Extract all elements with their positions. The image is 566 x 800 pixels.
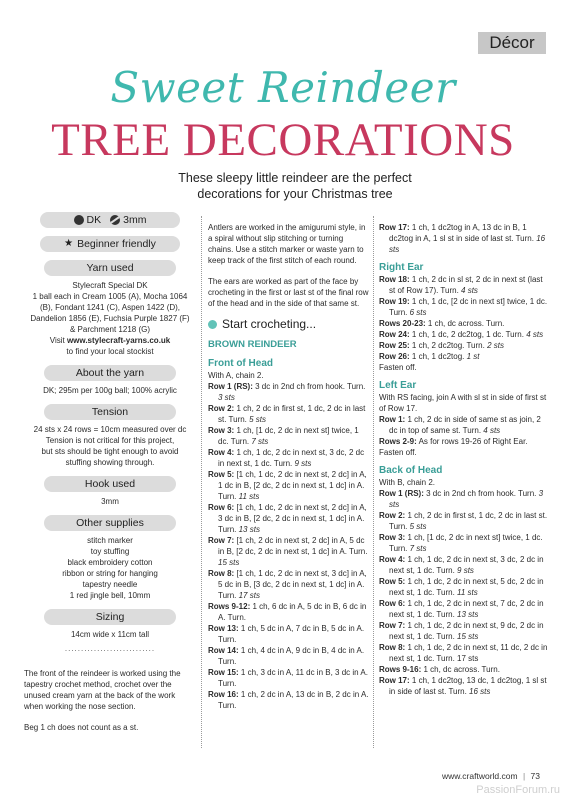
yarn-used-heading: Yarn used [44,260,176,276]
row-sts: 6 sts [409,308,427,317]
row-text: 1 ch, 2 dc in first st, 1 dc, 2 dc in last st. Turn. [389,511,548,531]
row-label: Row 8: [379,643,406,652]
row-sts: 3 sts [218,393,235,402]
pattern-column-1 [208,222,370,711]
start-heading-text: Start crocheting... [222,317,317,331]
skill-level: Beginner friendly [77,238,156,251]
pattern-row [208,667,370,689]
pattern-row [379,318,549,329]
visit-line [24,335,196,346]
back-of-head-heading: Back of Head [379,465,443,476]
supply-item: tapestry needle [82,580,138,589]
yarn-weight: DK [86,214,102,227]
row-label: Row 1 (RS): [208,382,253,391]
right-ear-rows [379,274,549,362]
section-tag: Décor [478,32,546,54]
supply-item: stitch marker [87,536,133,545]
pattern-row [379,664,549,675]
pattern-row [208,689,370,711]
pattern-row [379,598,549,620]
pattern-row [208,447,370,469]
fasten-off: Fasten off. [379,448,417,457]
front-intro: With A, chain 2. [208,371,264,380]
row-text: 1 ch, 2 dc in side of same st as join, 2 dc in top of same st. Turn. [389,415,541,435]
row-text: 3 dc in 2nd ch from hook. Turn. [423,489,539,498]
pattern-row [379,414,549,436]
row-text: 1 ch, [1 dc, 2 dc in next st] twice, 1 dc. Turn. [389,533,543,553]
info-column [24,212,196,733]
row-sts: 7 sts [251,437,269,446]
row-sts: 9 sts [294,459,312,468]
row-sts: 11 sts [238,492,260,501]
row-label: Row 6: [208,503,235,512]
row-text: 1 ch, 1 dc, 2 dc in next st, 11 dc, 2 dc in next st, 1 dc. Turn. 17 sts [389,643,548,663]
row-text: 1 ch, 1 dc2tog. [409,352,467,361]
row-text: 1 ch, 1 dc, 2 dc in next st, 9 dc, 2 dc in next st, 1 dc. Turn. [389,621,544,641]
fasten-off: Fasten off. [379,363,417,372]
pattern-row [208,568,370,601]
hook-size: 3mm [123,214,147,227]
row-label: Row 3: [379,533,406,542]
tension-line: but sts should be tight enough to avoid [41,447,179,456]
row-sts: 13 sts [457,610,479,619]
supply-item: ribbon or string for hanging [62,569,158,578]
row-sts: 15 sts [218,558,240,567]
row-sts: 4 sts [461,286,478,295]
page-footer [442,771,540,782]
pattern-row [379,329,549,340]
pattern-row [379,532,549,554]
row-text: 1 ch, 1 dc2tog, 13 dc, 1 dc2tog, 1 sl st in side of last st. Turn. [389,676,547,696]
sizing-heading: Sizing [44,609,176,625]
standfirst: These sleepy little reindeer are the perfect decorations for your Christmas tree [178,171,412,201]
row-sts: 17 sts [238,591,260,600]
pattern-row [379,576,549,598]
row-text: As for rows 19-26 of Right Ear. [416,437,528,446]
pattern-row [379,436,549,447]
pattern-row [379,620,549,642]
pattern-row [379,510,549,532]
right-ear-heading: Right Ear [379,262,424,273]
row-text: 1 ch, 1 dc, [2 dc in next st] twice, 1 dc. Turn. [389,297,548,317]
bullet-icon [208,320,217,329]
hook-used-text: 3mm [101,497,119,506]
row-17 [379,222,549,255]
row-label: Row 1: [379,415,406,424]
tension-line: 24 sts x 24 rows = 10cm measured over dc [33,425,187,434]
row-label: Row 19: [379,297,410,306]
row-text: 1 ch, 1 dc, 2 dc in next st, 5 dc, 2 dc in next st, 1 dc. Turn. [389,577,544,597]
footer-site[interactable]: www.craftworld.com [441,771,518,781]
brown-reindeer-heading: BROWN REINDEER [208,339,297,350]
row-text: 1 ch, 1 dc, 2 dc in next st, 7 dc, 2 dc in next st, 1 dc. Turn. [389,599,544,619]
pattern-row [208,502,370,535]
page-number: 73 [530,771,540,781]
row-text: 1 ch, dc across. Turn. [421,665,500,674]
yarn-line: 1 ball each in Cream 1005 (A), Mocha 1064 [32,292,188,301]
watermark: PassionForum.ru [476,784,560,796]
yarn-line: & Parchment 1218 (G) [69,325,151,334]
row-sts: 16 sts [389,234,546,254]
row-sts: 2 sts [487,341,504,350]
ears-paragraph: The ears are worked as part of the face by crocheting in the first or last st of the final row of the head and in the side of that same st. [208,277,369,308]
pattern-row [379,274,549,296]
row-sts: 4 sts [483,426,501,435]
supply-item: toy stuffing [90,547,130,556]
footer-separator: | [522,771,526,781]
row-sts: 5 sts [409,522,427,531]
row-sts: 3 sts [389,489,544,509]
left-ear-rows [379,414,549,447]
supply-item: black embroidery cotton [67,558,153,567]
pattern-row [208,403,370,425]
row-label: Rows 20-23: [379,319,426,328]
antlers-paragraph: Antlers are worked in the amigurumi style, in a spiral without slip stitching or turning chains. Use a stitch marker or waste yarn to keep track of the first stitch of each round. [208,223,366,265]
row-text: 1 ch, 1 dc, 2 dc in next st, 3 dc, 2 dc in next st, 1 dc. Turn. [389,555,544,575]
row-label: Row 17: [379,676,410,685]
front-rows [208,381,370,711]
level-pill [40,236,180,252]
weight-hook-pill [40,212,180,228]
row-text: [1 ch, 1 dc, 2 dc in next st, 2 dc] in A, 1 dc in B, [2 dc, 2 dc in next st, 1 dc] in A. Turn. [218,470,367,501]
row-text: 1 ch, [1 dc, 2 dc in next st] twice, 1 dc. Turn. [218,426,359,446]
row-label: Row 25: [379,341,410,350]
sizing-text: 14cm wide x 11cm tall [70,630,150,639]
tension-heading: Tension [44,404,176,420]
row-sts: 4 sts [526,330,544,339]
row-label: Row 7: [208,536,235,545]
row-text: 1 ch, 1 dc, 2 dc2tog, 1 dc. Turn. [409,330,527,339]
left-ear-heading: Left Ear [379,380,417,391]
visit-suffix: to find your local stockist [66,347,154,356]
visit-prefix: Visit [49,336,67,345]
row-label: Row 24: [379,330,410,339]
supplies-list [24,535,196,601]
pattern-row [208,425,370,447]
row-label: Row 4: [379,555,406,564]
row-label: Rows 9-12: [208,602,251,611]
row-sts: 5 sts [249,415,267,424]
yarn-line: Stylecraft Special DK [72,281,148,290]
row-label: Rows 9-16: [379,665,422,674]
row-text: 1 ch, 2 dc2tog. Turn. [409,341,488,350]
row-sts: 7 sts [409,544,427,553]
row-label: Row 14: [208,646,239,655]
pattern-row [379,340,549,351]
pattern-column-2 [379,222,549,697]
left-ear-intro: With RS facing, join A with sl st in side of first st of Row 17. [379,393,547,413]
stockist-link[interactable]: www.stylecraft-yarns.co.uk [66,336,171,345]
back-intro: With B, chain 2. [379,478,436,487]
pattern-row [208,623,370,645]
other-supplies-heading: Other supplies [44,515,176,531]
dotted-divider: ............................ [64,644,156,653]
hook-icon [110,215,120,225]
supply-item: 1 red jingle bell, 10mm [69,591,151,600]
pattern-row [379,296,549,318]
row-label: Row 2: [379,511,406,520]
intro-paragraph: The front of the reindeer is worked using the tapestry crochet method, crochet over the unused cream yarn at the back of the work when working the nose section. [24,669,181,711]
row-sts: 1 st [466,352,480,361]
row-text: 1 ch, 6 dc in A, 5 dc in B, 6 dc in A. Turn. [218,602,367,622]
column-divider [373,216,374,748]
about-yarn-text: DK; 295m per 100g ball; 100% acrylic [43,386,177,395]
pattern-row [208,381,370,403]
row-text: [1 ch, 1 dc, 2 dc in next st, 3 dc] in A, 5 dc in B, [3 dc, 2 dc in next st, 1 dc] in A. Turn. [218,569,367,600]
row-label: Row 1 (RS): [379,489,424,498]
page-title: TREE DECORATIONS [51,114,515,166]
row-label: Row 3: [208,426,235,435]
row-text: 1 ch, 2 dc in sl st, 2 dc in next st (last st of Row 17). Turn. [389,275,543,295]
tension-line: Tension is not critical for this project, [45,436,175,445]
beg-note: Beg 1 ch does not count as a st. [24,723,139,732]
row-text: 1 ch, 2 dc in A, 13 dc in B, 2 dc in A. Turn. [218,690,369,710]
star-icon: ★ [64,238,74,250]
row-label: Row 2: [208,404,235,413]
row-label: Row 4: [208,448,235,457]
row-text: 1 ch, 1 dc, 2 dc in next st, 3 dc, 2 dc in next st, 1 dc. Turn. [218,448,365,468]
row-label: Row 26: [379,352,410,361]
yarn-ball-icon [74,215,84,225]
back-rows [379,488,549,697]
row-sts: 13 sts [238,525,260,534]
tension-text [24,424,196,468]
row-text: 1 ch, 5 dc in A, 7 dc in B, 5 dc in A. Turn. [218,624,365,644]
pattern-row [379,554,549,576]
hook-used-heading: Hook used [44,476,176,492]
row-label: Row 17: [379,223,410,232]
row-label: Rows 2-9: [379,437,417,446]
row-label: Row 8: [208,569,235,578]
row-label: Row 15: [208,668,239,677]
yarn-line: (B), Fondant 1241 (C), Aspen 1422 (D), [39,303,181,312]
row-label: Row 13: [208,624,239,633]
column-divider [201,216,202,748]
row-label: Row 7: [379,621,406,630]
about-yarn-heading: About the yarn [44,365,176,381]
row-sts: 16 sts [469,687,491,696]
row-text: 1 ch, 2 dc in first st, 1 dc, 2 dc in last st. Turn. [218,404,366,424]
row-text: [1 ch, 2 dc in next st, 2 dc] in A, 5 dc in B, [2 dc, 2 dc in next st, 1 dc] in A. Turn. [218,536,368,556]
row-text: 1 ch, 3 dc in A, 11 dc in B, 3 dc in A. Turn. [218,668,368,688]
pattern-row [208,535,370,568]
start-heading [208,317,370,332]
tension-line: stuffing showing through. [65,458,155,467]
row-text: 1 ch, 1 dc2tog in A, 13 dc in B, 1 dc2tog in A, 1 sl st in side of last st. Turn. [389,223,537,243]
title-script: Sweet Reindeer [110,63,456,112]
row-sts: 9 sts [457,566,474,575]
pattern-row [208,645,370,667]
pattern-row [379,675,549,697]
row-text: [1 ch, 1 dc, 2 dc in next st, 2 dc] in A, 3 dc in B, [2 dc, 2 dc in next st, 1 dc] in A. Turn. [218,503,367,534]
pattern-row [379,642,549,664]
row-label: Row 6: [379,599,406,608]
row-text: 3 dc in 2nd ch from hook. Turn. [252,382,366,391]
pattern-row [379,351,549,362]
yarn-line: Dandelion 1856 (E), Fuchsia Purple 1827 (F) [30,314,190,323]
row-label: Row 5: [208,470,235,479]
row-text: 1 ch, 4 dc in A, 9 dc in B, 4 dc in A. Turn. [218,646,365,666]
row-label: Row 16: [208,690,239,699]
pattern-row [379,488,549,510]
pattern-row [208,601,370,623]
pattern-row [208,469,370,502]
row-text: 1 ch, dc across. Turn. [425,319,505,328]
row-sts: 11 sts [457,588,478,597]
row-label: Row 5: [379,577,406,586]
row-sts: 15 sts [457,632,479,641]
row-label: Row 18: [379,275,410,284]
front-of-head-heading: Front of Head [208,358,273,369]
yarn-list [24,280,196,357]
